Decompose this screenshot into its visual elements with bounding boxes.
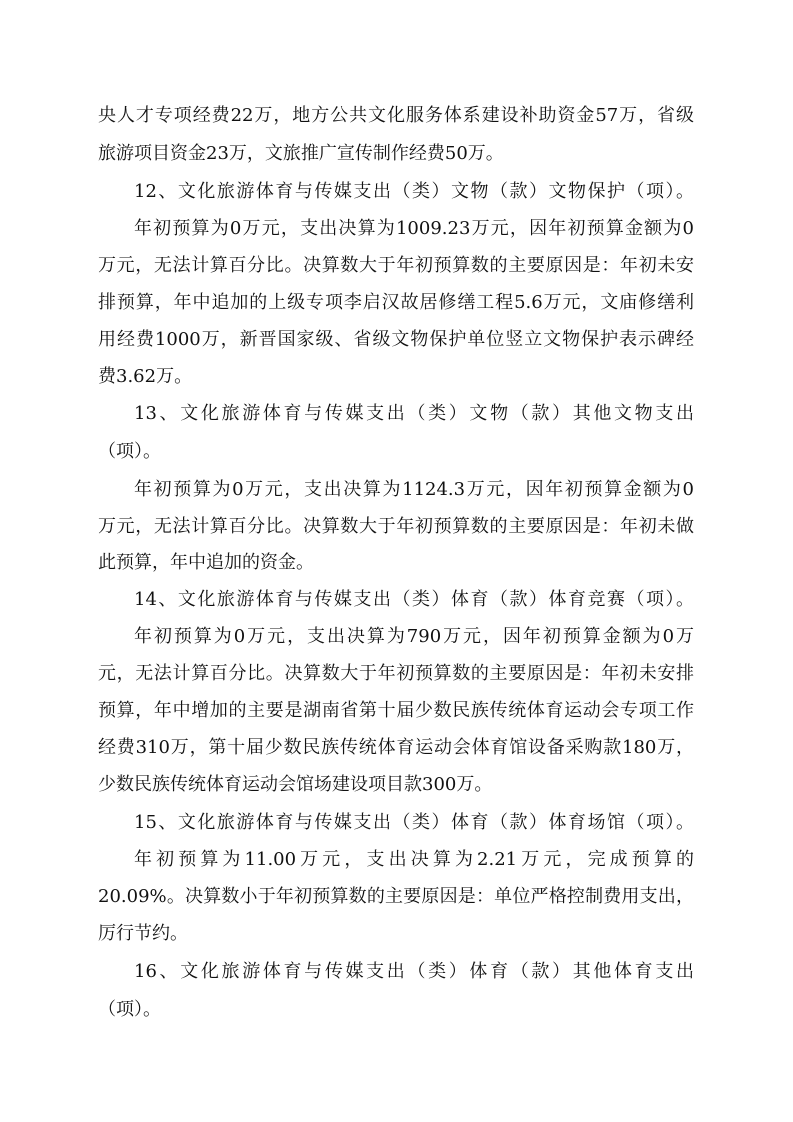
text-line: 经费310万，第十届少数民族传统体育运动会体育馆设备采购款180万， bbox=[98, 737, 694, 758]
text-line: 费3.62万。 bbox=[98, 366, 193, 387]
text-line: 年初预算为0万元，支出决算为1009.23万元，因年初预算金额为0 bbox=[134, 218, 694, 239]
text-line: 年初预算为11.00万元，支出决算为2.21万元，完成预算的 bbox=[134, 849, 694, 870]
section-heading-14: 14、文化旅游体育与传媒支出（类）体育（款）体育竞赛（项）。 bbox=[134, 589, 694, 610]
text-line: 央人才专项经费22万，地方公共文化服务体系建设补助资金57万，省级 bbox=[98, 105, 694, 126]
text-line: 年初预算为0万元，支出决算为790万元，因年初预算金额为0万 bbox=[134, 626, 694, 647]
text-line: 此预算，年中追加的资金。 bbox=[98, 552, 314, 573]
text-line: 少数民族传统体育运动会馆场建设项目款300万。 bbox=[98, 774, 493, 795]
text-line: 预算，年中增加的主要是湖南省第十届少数民族传统体育运动会专项工作 bbox=[98, 700, 694, 721]
text-line: 用经费1000万，新晋国家级、省级文物保护单位竖立文物保护表示碑经 bbox=[98, 329, 694, 350]
section-heading-15: 15、文化旅游体育与传媒支出（类）体育（款）体育场馆（项）。 bbox=[134, 812, 694, 833]
text-line: 排预算，年中追加的上级专项李启汉故居修缮工程5.6万元，文庙修缮利 bbox=[98, 292, 694, 313]
text-line: 20.09%。决算数小于年初预算数的主要原因是：单位严格控制费用支出， bbox=[98, 886, 694, 907]
section-heading-16: 16、文化旅游体育与传媒支出（类）体育（款）其他体育支出 bbox=[134, 961, 694, 982]
section-heading-13: 13、文化旅游体育与传媒支出（类）文物（款）其他文物支出 bbox=[134, 403, 694, 424]
text-line: （项）。 bbox=[98, 441, 161, 462]
text-line: 元，无法计算百分比。决算数大于年初预算数的主要原因是：年初未安排 bbox=[98, 663, 694, 684]
text-line: （项）。 bbox=[98, 999, 161, 1020]
text-line: 旅游项目资金23万，文旅推广宣传制作经费50万。 bbox=[98, 143, 504, 164]
text-line: 万元，无法计算百分比。决算数大于年初预算数的主要原因是：年初未做 bbox=[98, 516, 694, 537]
section-heading-12: 12、文化旅游体育与传媒支出（类）文物（款）文物保护（项）。 bbox=[134, 181, 694, 202]
text-line: 年初预算为0万元，支出决算为1124.3万元，因年初预算金额为0 bbox=[134, 479, 694, 500]
text-line: 厉行节约。 bbox=[98, 923, 188, 944]
text-line: 万元，无法计算百分比。决算数大于年初预算数的主要原因是：年初未安 bbox=[98, 255, 694, 276]
